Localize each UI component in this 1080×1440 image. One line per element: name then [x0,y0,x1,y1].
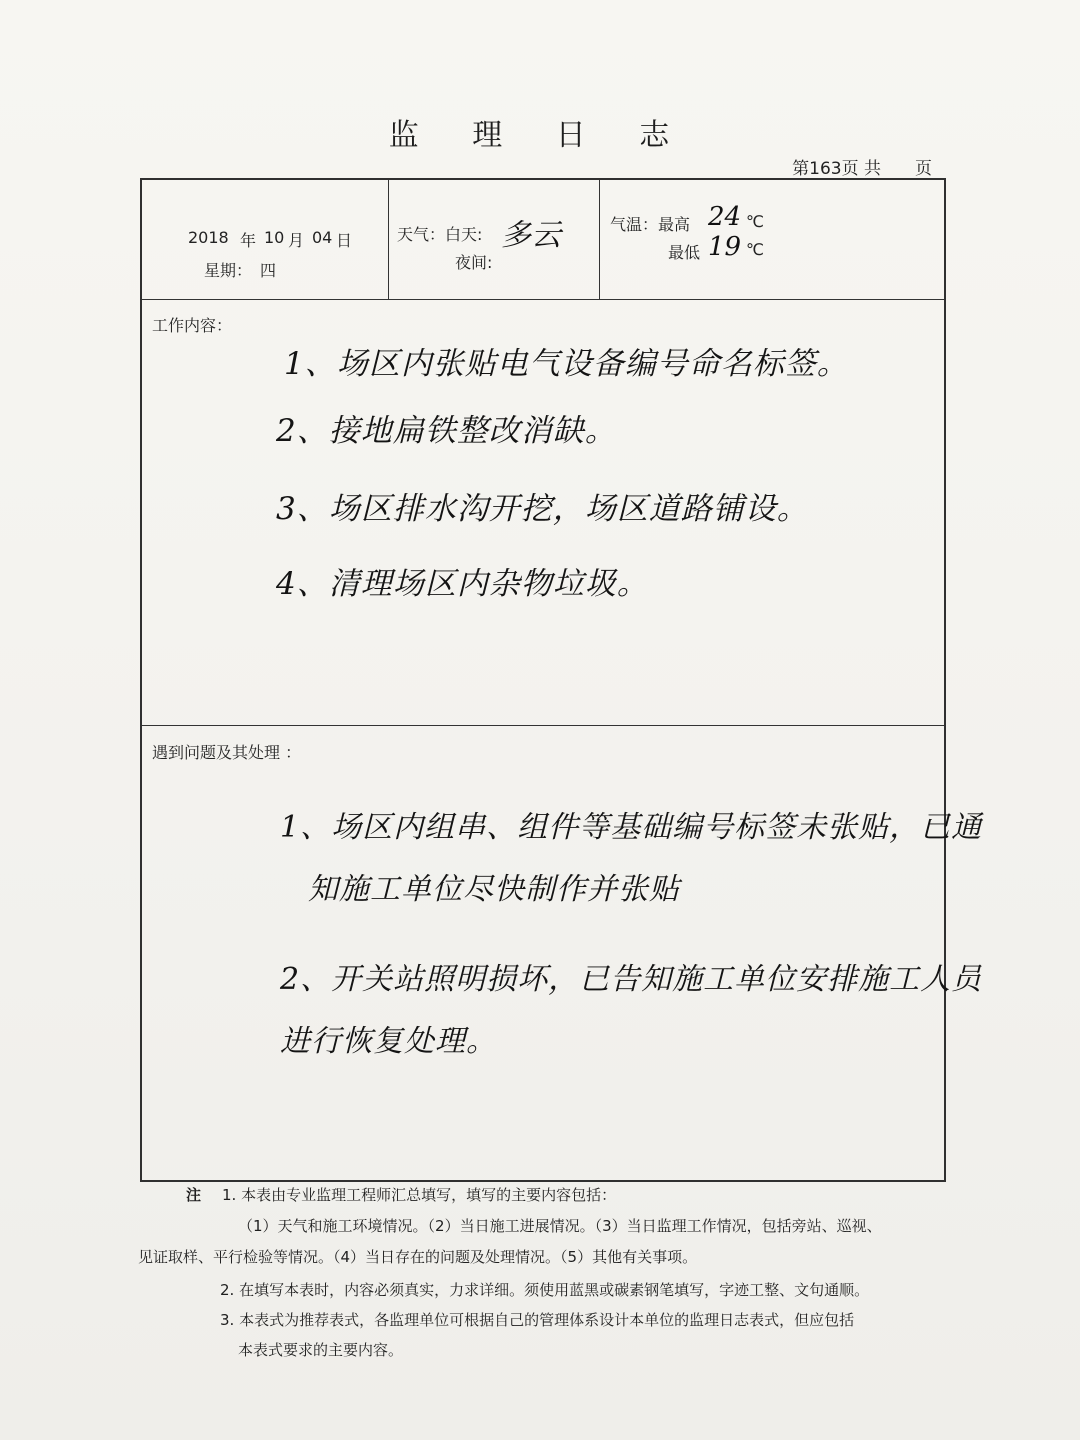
temperature-cell [600,180,948,299]
work-item-3: 3、场区排水沟开挖，场区道路铺设。 [276,491,809,527]
note-line-4: 2. 在填写本表时，内容必须真实，力求详细。须使用蓝黑或碳素钢笔填写，字迹工整、文句通顺。 [220,1281,870,1299]
work-content-label: 工作内容： [152,316,233,335]
page-prefix: 第 [792,159,810,179]
temperature-min-label: 最低 [668,243,701,262]
work-content-section [142,300,944,726]
page-middle-text: 页 共 [841,159,881,179]
problem-line-2: 知施工单位尽快制作并张贴 [308,872,680,907]
weather-day-value: 多云 [501,218,561,253]
page-title: 监 理 日 志 [388,118,692,153]
work-item-4: 4、清理场区内杂物垃圾。 [276,566,649,602]
header-row [142,180,944,300]
problem-line-4: 进行恢复处理。 [280,1024,497,1059]
work-item-1: 1、场区内张贴电气设备编号命名标签。 [284,346,849,382]
note-line-1: 1. 本表由专业监理工程师汇总填写，填写的主要内容包括： [222,1186,617,1204]
date-month-unit: 月 [288,231,305,250]
weather-night-label: 夜间: [455,253,493,272]
weekday-label: 星期： [204,261,253,280]
note-line-6: 本表式要求的主要内容。 [238,1341,404,1359]
supervision-log-table [140,178,983,1182]
work-item-2: 2、接地扁铁整改消缺。 [276,413,617,449]
problems-section [142,726,983,1180]
page-suffix: 页 [915,159,932,179]
page-current-number: 163 [809,159,842,179]
page-indicator [792,154,932,179]
note-line-2: （1）天气和施工环境情况。（2）当日施工进展情况。（3）当日监理工作情况，包括旁站、巡视、 [238,1217,882,1235]
problem-line-3: 2、开关站照明损坏，已告知施工单位安排施工人员 [280,962,983,997]
date-cell [142,180,389,299]
temperature-max-unit: ℃ [746,212,764,231]
date-year: 2018 [188,228,229,247]
problem-line-1: 1、场区内组串、组件等基础编号标签未张贴，已通 [280,810,983,845]
date-month: 10 [264,228,285,247]
date-day: 04 [312,228,333,247]
temperature-max-label: 气温：最高 [610,215,691,234]
weather-day-label: 天气：白天: [397,225,483,244]
note-line-5: 3. 本表式为推荐表式，各监理单位可根据自己的管理体系设计本单位的监理日志表式，但应包括 [220,1311,855,1329]
date-day-unit: 日 [336,231,353,250]
temperature-max-value: 24 [708,202,742,232]
weather-cell [389,180,600,299]
note-line-3: 见证取样、平行检验等情况。（4）当日存在的问题及处理情况。（5）其他有关事项。 [138,1248,698,1266]
weekday-value: 四 [260,261,277,280]
date-year-unit: 年 [240,231,257,250]
notes-label: 注 [186,1186,202,1204]
temperature-min-unit: ℃ [746,240,764,259]
temperature-min-value: 19 [708,232,742,262]
problems-label: 遇到问题及其处理 ： [152,743,302,762]
